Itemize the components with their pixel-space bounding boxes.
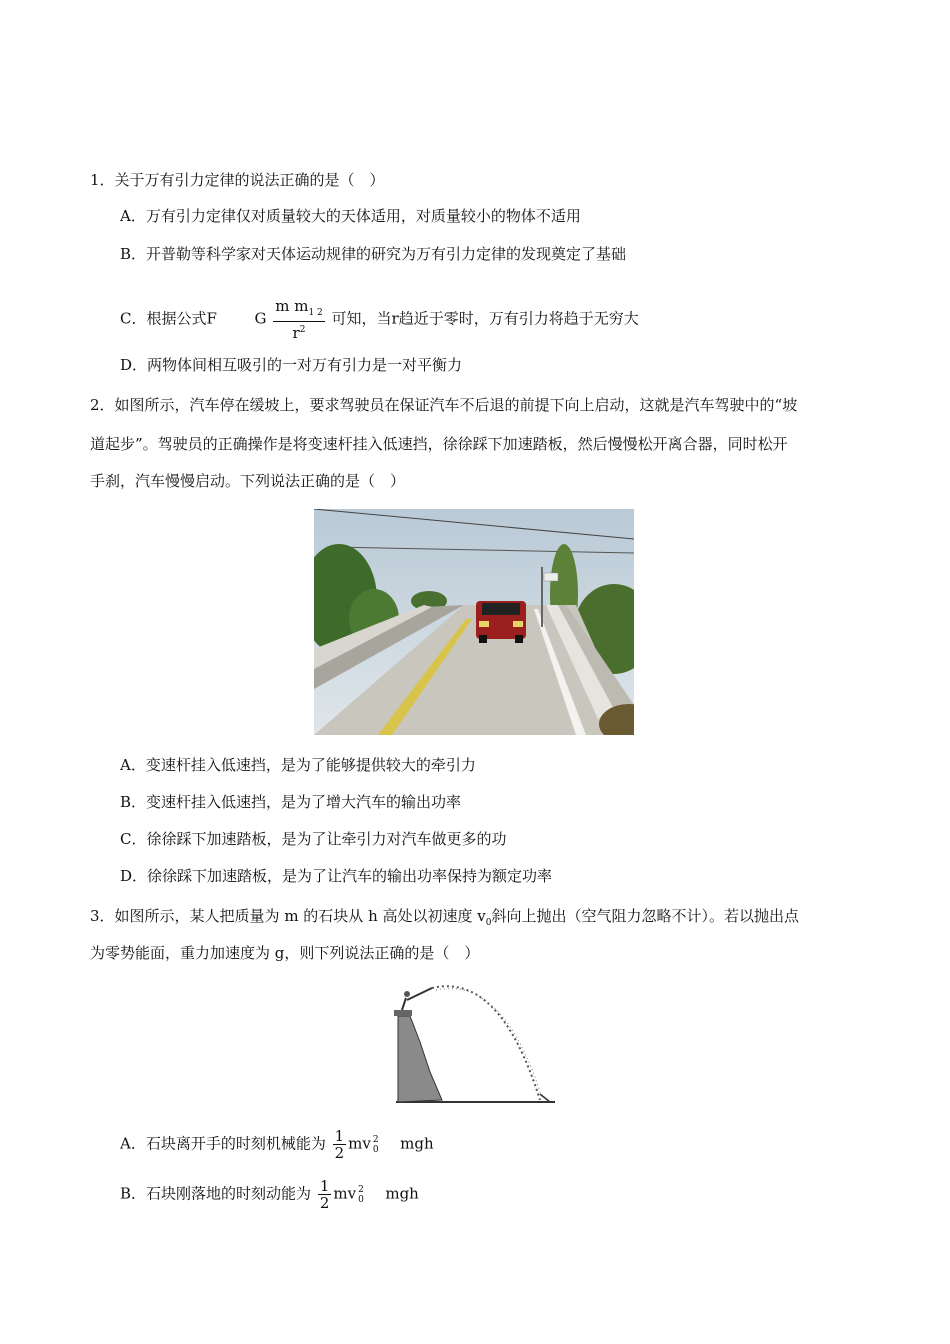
formula-denominator: r: [292, 324, 300, 342]
mv-sub: 0: [358, 1194, 364, 1205]
mv-sub: 0: [372, 1144, 379, 1155]
formula-denominator-sup: 2: [299, 325, 306, 335]
mv-sup: 2: [358, 1184, 364, 1195]
mv-term: mv: [348, 1134, 371, 1153]
q2-stem-line2: 道起步”。驾驶员的正确操作是将变速杆挂入低速挡，徐徐踩下加速踏板，然后慢慢松开离合器，同时松开: [90, 435, 788, 453]
mv-sup: 2: [372, 1134, 379, 1145]
half-fraction: [318, 1178, 332, 1211]
half-fraction: [333, 1128, 347, 1161]
q1-option-c-suffix: 可知，当r趋近于零时，万有引力将趋于无穷大: [331, 309, 639, 328]
frac-num: 1: [319, 1177, 330, 1195]
q3-stem-line1: [90, 906, 799, 933]
car-on-slope-photo: [314, 509, 634, 735]
q1-stem: 1．关于万有引力定律的说法正确的是（ ）: [90, 171, 385, 189]
q2-stem-line3: 手刹，汽车慢慢启动。下列说法正确的是（ ）: [90, 472, 406, 490]
q1-option-b: B．开普勒等科学家对天体运动规律的研究为万有引力定律的发现奠定了基础: [120, 245, 627, 263]
q1-option-a: A．万有引力定律仅对质量较大的天体适用，对质量较小的物体不适用: [120, 207, 581, 225]
q3-v0-sub: 0: [485, 918, 492, 928]
formula-numerator: m m: [275, 297, 309, 315]
formula-numerator-sub: 1 2: [308, 308, 323, 318]
projectile-diagram: [380, 982, 570, 1112]
q1-option-c: [120, 298, 639, 341]
mgh-term: mgh: [400, 1134, 434, 1153]
mgh-term: mgh: [385, 1184, 419, 1203]
q3-stem-line2: 为零势能面，重力加速度为 g，则下列说法正确的是（ ）: [90, 944, 480, 962]
gravitation-formula-fraction: [273, 298, 325, 341]
q2-option-a: A．变速杆挂入低速挡，是为了能够提供较大的牵引力: [120, 756, 476, 774]
q2-stem-line1: 2．如图所示，汽车停在缓坡上，要求驾驶员在保证汽车不后退的前提下向上启动，这就是汽车驾驶中的“坡: [90, 396, 798, 414]
q3-stem-line1-a: 3．如图所示，某人把质量为 m 的石块从 h 高处以初速度 v: [90, 907, 486, 925]
q2-option-c: C．徐徐踩下加速踏板，是为了让牵引力对汽车做更多的功: [120, 830, 507, 848]
frac-num: 1: [334, 1127, 345, 1145]
q3-option-b-prefix: B．石块刚落地的时刻动能为: [120, 1184, 312, 1203]
q2-option-d: D．徐徐踩下加速踏板，是为了让汽车的输出功率保持为额定功率: [120, 867, 553, 885]
q3-option-b: [120, 1178, 419, 1211]
frac-den: 2: [334, 1144, 345, 1162]
q3-option-a: [120, 1128, 434, 1161]
frac-den: 2: [319, 1194, 330, 1212]
q1-option-c-G: G: [254, 309, 267, 328]
q3-option-a-prefix: A．石块离开手的时刻机械能为: [120, 1134, 326, 1153]
q3-stem-line1-b: 斜向上抛出（空气阻力忽略不计）。若以抛出点: [491, 907, 799, 925]
q1-option-c-prefix: C．根据公式F: [120, 309, 217, 328]
q2-option-b: B．变速杆挂入低速挡，是为了增大汽车的输出功率: [120, 793, 462, 811]
mv-term: mv: [333, 1184, 357, 1203]
q1-option-d: D．两物体间相互吸引的一对万有引力是一对平衡力: [120, 356, 463, 374]
